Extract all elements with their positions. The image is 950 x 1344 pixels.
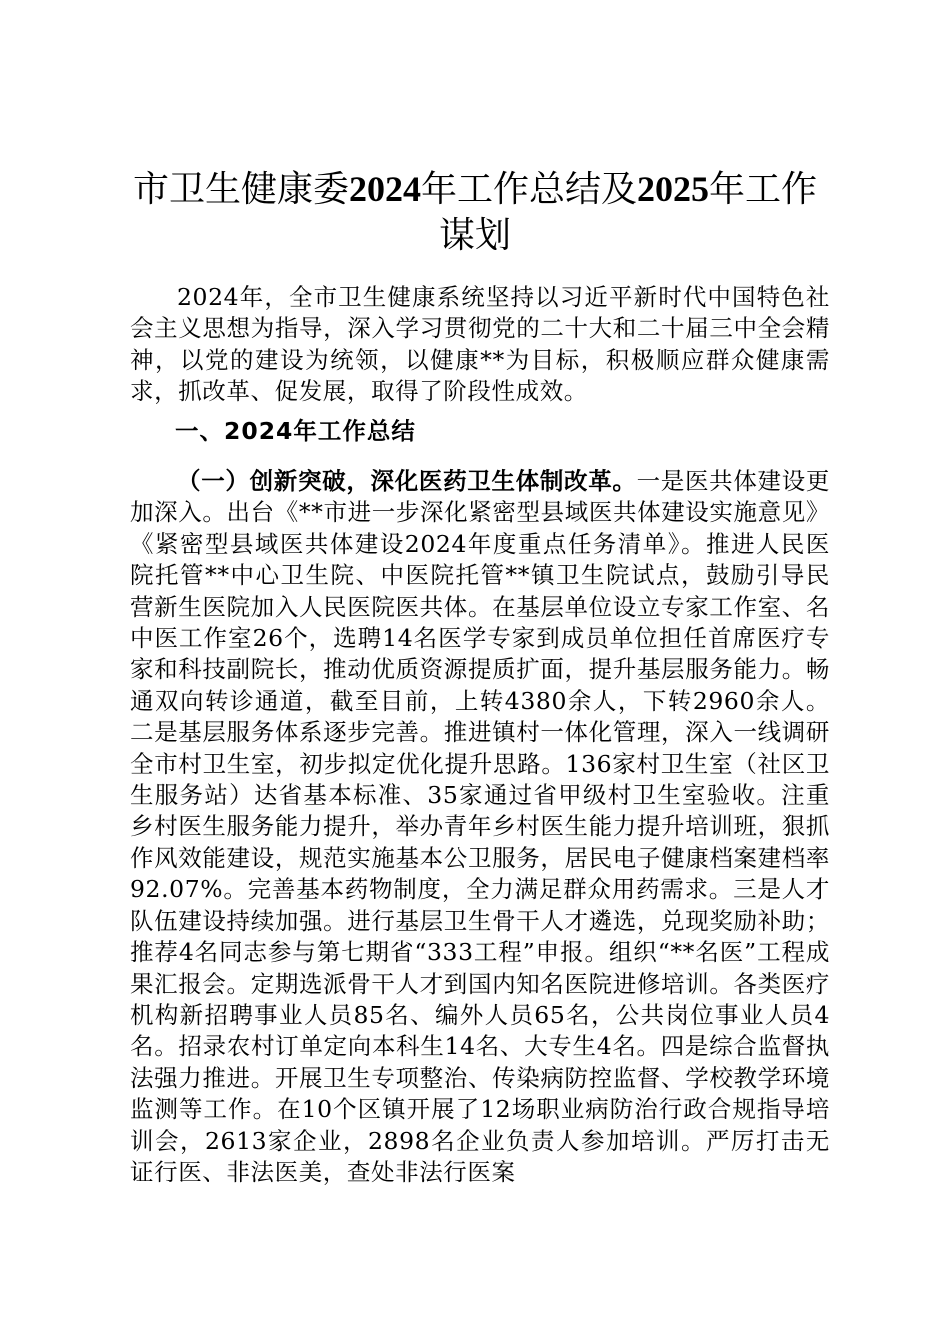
subsection-body-1: 一是医共体建设更加深入。出台《**市进一步深化紧密型县域医共体建设实施意见》《紧密型县域医共体建设2024年度重点任务清单》。推进人民医院托管**中心卫生院、中医院托管**镇卫生院试点，鼓励引导民营新生医院加入人民医院医共体。在基层单位设立专家工作室、名中医工作室26个，选聘14名医学专家到成员单位担任首席医疗专家和科技副院长，推动优质资源提质扩面，提升基层服务能力。畅通双向转诊通道，截至目前，上转4380余人，下转2960余人。二是基层服务体系逐步完善。推进镇村一体化管理，深入一线调研全市村卫生室，初步拟定优化提升思路。136家村卫生室（社区卫生服务站）达省基本标准、35家通过省甲级村卫生室验收。注重乡村医生服务能力提升，举办青年乡村医生能力提升培训班，狠抓作风效能建设，规范实施基本公卫服务，居民电子健康档案建档率92.07%。完善基本药物制度，全力满足群众用药需求。三是人才队伍建设持续加强。进行基层卫生骨干人才遴选，兑现奖励补助；推荐4名同志参与第七期省“333工程”申报。组织“**名医”工程成果汇报会。定期选派骨干人才到国内知名医院进修培训。各类医疗机构新招聘事业人员85名、编外人员65名，公共岗位事业人员4名。招录农村订单定向本科生14名、大专生4名。四是综合监督执法强力推进。开展卫生专项整治、传染病防控监督、学校教学环境监测等工作。在10个区镇开展了12场职业病防治行政合规指导培训会，2613家企业，2898名企业负责人参加培训。严厉打击无证行医、非法医美，查处非法行医案 [130,467,830,1186]
section-heading-1: 一、2024年工作总结 [175,417,416,445]
title-part-2: 年工作总结及 [420,169,637,210]
title-year-1: 2024 [348,169,421,209]
intro-paragraph: 2024年，全市卫生健康系统坚持以习近平新时代中国特色社会主义思想为指导，深入学习贯彻党的二十大和二十届三中全会精神，以党的建设为统领，以健康**为目标，积极顺应群众健康需求，抓改革、促发展，取得了阶段性成效。 [130,283,830,406]
subsection-paragraph-1 [130,466,830,1188]
document-title [120,166,830,259]
title-part-1: 市卫生健康委 [132,169,349,210]
title-part-3: 年工作谋划 [438,169,818,256]
title-year-2: 2025 [637,169,709,209]
subsection-heading-1: （一）创新突破，深化医药卫生体制改革。 [177,467,637,495]
